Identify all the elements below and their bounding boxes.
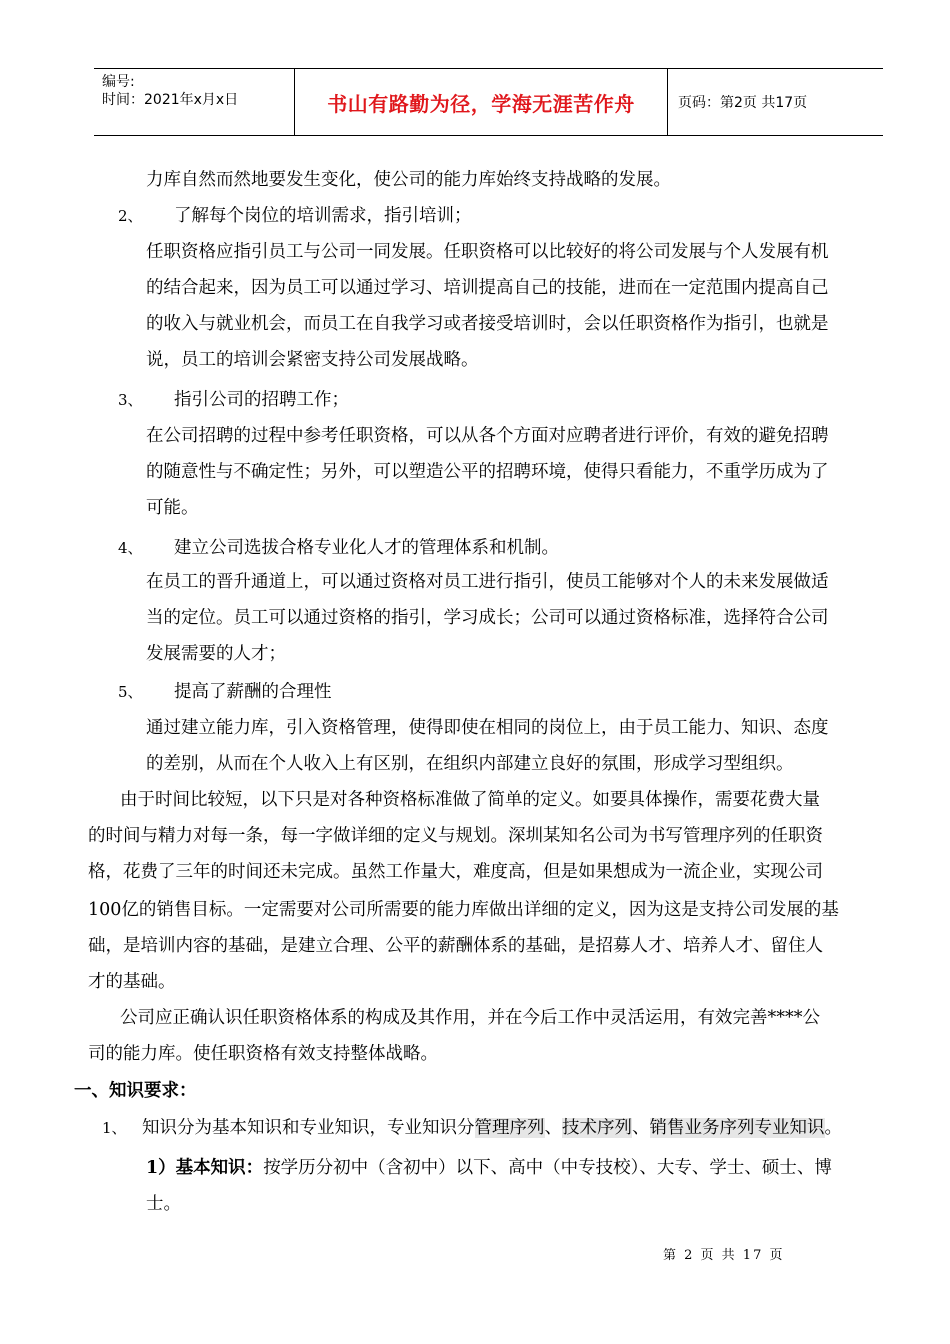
knowledge-text: 知识分为基本知识和专业知识，专业知识分 bbox=[142, 1118, 475, 1138]
item-heading: 建立公司选拔合格专业化人才的管理体系和机制。 bbox=[174, 538, 559, 558]
paragraph-line: 力库自然而然地要发生变化，使公司的能力库始终支持战略的发展。 bbox=[146, 170, 671, 190]
item-heading: 提高了薪酬的合理性 bbox=[174, 682, 332, 702]
paragraph-line: 础，是培训内容的基础，是建立合理、公平的薪酬体系的基础，是招募人才、培养人才、留住人 bbox=[88, 936, 823, 956]
separator: 、 bbox=[544, 1118, 562, 1138]
period: 。 bbox=[824, 1118, 842, 1138]
item-heading: 了解每个岗位的培训需求，指引培训； bbox=[174, 206, 472, 226]
paragraph-line: 的结合起来，因为员工可以通过学习、培训提高自己的技能，进而在一定范围内提高自己 bbox=[146, 278, 829, 298]
item-number: 4、 bbox=[118, 539, 143, 557]
paragraph-line: 公司应正确认识任职资格体系的构成及其作用，并在今后工作中灵活运用，有效完善****公 bbox=[120, 1008, 820, 1028]
item-number: 3、 bbox=[118, 391, 143, 409]
item-heading: 指引公司的招聘工作； bbox=[174, 390, 349, 410]
header-meta bbox=[94, 69, 295, 135]
motto: 书山有路勤为径，学海无涯苦作舟 bbox=[327, 91, 635, 116]
paragraph-line: 当的定位。员工可以通过资格的指引，学习成长；公司可以通过资格标准，选择符合公司 bbox=[146, 608, 829, 628]
section-heading: 一、知识要求： bbox=[74, 1081, 197, 1101]
item-number: 5、 bbox=[118, 683, 143, 701]
basic-knowledge-text: 按学历分初中（含初中）以下、高中（中专技校）、大专、学士、硕士、博 bbox=[263, 1158, 832, 1178]
paragraph-line: 说，员工的培训会紧密支持公司发展战略。 bbox=[146, 350, 479, 370]
highlight-technical: 技术序列 bbox=[562, 1118, 632, 1138]
page-footer: 第 2 页 共 17 页 bbox=[663, 1248, 785, 1263]
basic-knowledge-label: 1）基本知识： bbox=[146, 1158, 264, 1178]
paragraph-line: 司的能力库。使任职资格有效支持整体战略。 bbox=[88, 1044, 438, 1064]
paragraph-line: 的时间与精力对每一条，每一字做详细的定义与规划。深圳某知名公司为书写管理序列的任职资 bbox=[88, 826, 823, 846]
paragraph-line: 可能。 bbox=[146, 498, 199, 518]
paragraph-line: 100亿的销售目标。一定需要对公司所需要的能力库做出详细的定义，因为这是支持公司发展的基 bbox=[88, 900, 839, 920]
paragraph-line: 的差别，从而在个人收入上有区别，在组织内部建立良好的氛围，形成学习型组织。 bbox=[146, 754, 794, 774]
paragraph-line: 在员工的晋升通道上，可以通过资格对员工进行指引，使员工能够对个人的未来发展做适 bbox=[146, 572, 829, 592]
time-label: 时间：2021年x月x日 bbox=[102, 92, 239, 108]
basic-knowledge-line bbox=[146, 1156, 832, 1180]
paragraph-line: 发展需要的人才； bbox=[146, 644, 286, 664]
paragraph-line: 的收入与就业机会，而员工在自我学习或者接受培训时，会以任职资格作为指引，也就是 bbox=[146, 314, 829, 334]
header-motto-cell bbox=[295, 69, 668, 135]
highlight-management: 管理序列 bbox=[474, 1118, 545, 1138]
number-label: 编号: bbox=[102, 74, 135, 90]
knowledge-line bbox=[142, 1116, 842, 1140]
paragraph-line: 士。 bbox=[146, 1194, 181, 1214]
document-header bbox=[94, 68, 883, 136]
paragraph-line: 通过建立能力库，引入资格管理，使得即使在相同的岗位上，由于员工能力、知识、态度 bbox=[146, 718, 829, 738]
paragraph-line: 在公司招聘的过程中参考任职资格，可以从各个方面对应聘者进行评价，有效的避免招聘 bbox=[146, 426, 829, 446]
paragraph-line: 格，花费了三年的时间还未完成。虽然工作量大，难度高，但是如果想成为一流企业，实现公司 bbox=[88, 862, 823, 882]
paragraph-line: 任职资格应指引员工与公司一同发展。任职资格可以比较好的将公司发展与个人发展有机 bbox=[146, 242, 829, 262]
highlight-sales: 销售业务序列专业知识 bbox=[649, 1118, 825, 1138]
header-page-info bbox=[668, 69, 883, 135]
page-info: 页码：第2页 共17页 bbox=[678, 95, 808, 111]
paragraph-line: 由于时间比较短，以下只是对各种资格标准做了简单的定义。如要具体操作，需要花费大量 bbox=[120, 790, 820, 810]
item-number: 1、 bbox=[102, 1119, 127, 1137]
paragraph-line: 才的基础。 bbox=[88, 972, 176, 992]
separator: 、 bbox=[632, 1118, 650, 1138]
paragraph-line: 的随意性与不确定性；另外，可以塑造公平的招聘环境，使得只看能力，不重学历成为了 bbox=[146, 462, 829, 482]
item-number: 2、 bbox=[118, 207, 143, 225]
